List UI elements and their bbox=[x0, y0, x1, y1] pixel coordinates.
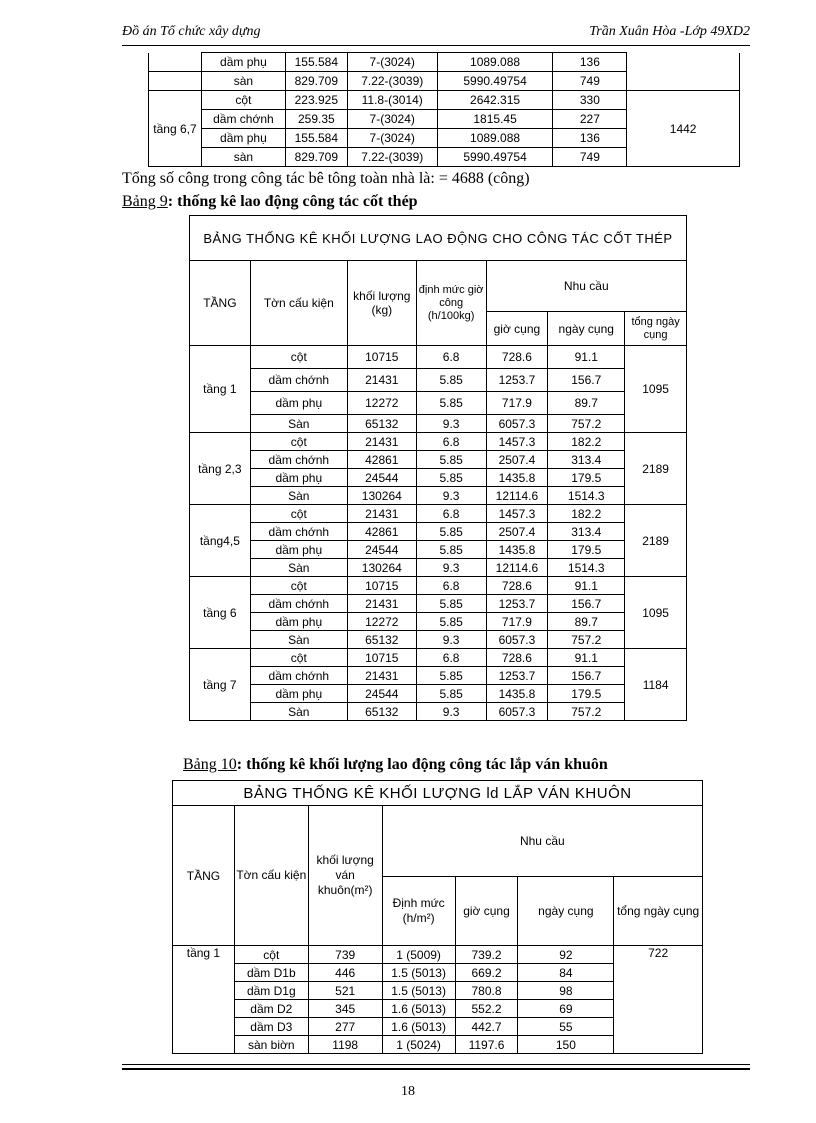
norm-cell: 6.8 bbox=[416, 433, 486, 451]
component-cell: dầm phụ bbox=[250, 613, 347, 631]
col-header-total-days: tổng ngày cụng bbox=[614, 877, 703, 946]
volume-cell: 223.925 bbox=[285, 91, 347, 110]
norm-cell: 5.85 bbox=[416, 541, 486, 559]
norm-cell: 1.5 (5013) bbox=[382, 964, 455, 982]
days-cell: 156.7 bbox=[548, 595, 625, 613]
area-cell: 739 bbox=[308, 946, 382, 964]
days-cell: 1514.3 bbox=[548, 559, 625, 577]
hours-cell: 728.6 bbox=[486, 649, 548, 667]
norm-cell: 6.8 bbox=[416, 577, 486, 595]
hours-cell: 442.7 bbox=[455, 1018, 518, 1036]
days-cell: 91.1 bbox=[548, 649, 625, 667]
component-cell: dầm chớnh bbox=[250, 369, 347, 392]
table9-caption-text: : thống kê lao động công tác cốt thép bbox=[167, 193, 418, 210]
norm-cell: 6.8 bbox=[416, 505, 486, 523]
component-cell: dầm chớnh bbox=[250, 451, 347, 469]
norm-cell: 11.8-(3014) bbox=[347, 91, 437, 110]
component-cell: cột bbox=[250, 505, 347, 523]
days-cell: 84 bbox=[518, 964, 614, 982]
norm-cell: 5.85 bbox=[416, 667, 486, 685]
table-row bbox=[190, 685, 687, 703]
hours-cell: 12114.6 bbox=[486, 487, 548, 505]
weight-cell: 130264 bbox=[347, 487, 416, 505]
total-cell: 1095 bbox=[625, 577, 687, 649]
col-header-days: ngày cụng bbox=[518, 877, 614, 946]
table-title-row bbox=[173, 781, 703, 806]
table-row bbox=[190, 541, 687, 559]
norm-cell: 9.3 bbox=[416, 559, 486, 577]
table10-caption-text: : thống kê khối lượng lao động công tác lắp ván khuôn bbox=[236, 756, 608, 773]
volume-cell: 155.584 bbox=[285, 53, 347, 72]
component-cell: cột bbox=[234, 946, 308, 964]
weight-cell: 10715 bbox=[347, 346, 416, 369]
table-header-row bbox=[173, 806, 703, 877]
floor-cell: tầng 6,7 bbox=[149, 91, 202, 167]
table-row bbox=[190, 433, 687, 451]
component-cell: dầm phụ bbox=[250, 392, 347, 415]
component-cell: dầm phụ bbox=[201, 129, 285, 148]
component-cell: dầm chớnh bbox=[250, 595, 347, 613]
norm-cell: 9.3 bbox=[416, 415, 486, 433]
days-cell: 179.5 bbox=[548, 685, 625, 703]
hours-cell: 1197.6 bbox=[455, 1036, 518, 1054]
total-cell: 722 bbox=[614, 946, 703, 1054]
weight-cell: 65132 bbox=[347, 631, 416, 649]
norm-cell: 7-(3024) bbox=[347, 129, 437, 148]
area-cell: 345 bbox=[308, 1000, 382, 1018]
days-cell: 1514.3 bbox=[548, 487, 625, 505]
table-row bbox=[190, 505, 687, 523]
weight-cell: 10715 bbox=[347, 577, 416, 595]
component-cell: dầm chớnh bbox=[250, 523, 347, 541]
hours-cell: 717.9 bbox=[486, 613, 548, 631]
days-cell: 55 bbox=[518, 1018, 614, 1036]
table-row bbox=[190, 451, 687, 469]
hours-cell: 1089.088 bbox=[437, 53, 553, 72]
table-title: BẢNG THỐNG KÊ KHỐI LƯỢNG ld LẮP VÁN KHUÔN bbox=[173, 781, 703, 806]
hours-cell: 1435.8 bbox=[486, 541, 548, 559]
hours-cell: 552.2 bbox=[455, 1000, 518, 1018]
component-cell: cột bbox=[201, 91, 285, 110]
norm-cell: 5.85 bbox=[416, 613, 486, 631]
norm-cell: 5.85 bbox=[416, 523, 486, 541]
norm-cell: 6.8 bbox=[416, 649, 486, 667]
floor-cell: tầng 2,3 bbox=[190, 433, 251, 505]
formwork-labor-table bbox=[172, 780, 703, 1054]
component-cell: dầm phụ bbox=[250, 685, 347, 703]
days-cell: 91.1 bbox=[548, 577, 625, 595]
days-cell: 313.4 bbox=[548, 451, 625, 469]
total-cell bbox=[627, 53, 740, 91]
col-header-floor: TẦNG bbox=[173, 806, 235, 946]
total-cell: 2189 bbox=[625, 433, 687, 505]
hours-cell: 2507.4 bbox=[486, 451, 548, 469]
hours-cell: 12114.6 bbox=[486, 559, 548, 577]
floor-cell: tầng 6 bbox=[190, 577, 251, 649]
norm-cell: 5.85 bbox=[416, 392, 486, 415]
hours-cell: 1253.7 bbox=[486, 595, 548, 613]
hours-cell: 5990.49754 bbox=[437, 148, 553, 167]
table9-caption bbox=[122, 193, 418, 211]
col-header-component: Tờn cấu kiện bbox=[234, 806, 308, 946]
hours-cell: 1457.3 bbox=[486, 433, 548, 451]
hours-cell: 1815.45 bbox=[437, 110, 553, 129]
component-cell: cột bbox=[250, 433, 347, 451]
days-cell: 92 bbox=[518, 946, 614, 964]
col-header-weight: khối lượng (kg) bbox=[347, 261, 416, 346]
days-cell: 91.1 bbox=[548, 346, 625, 369]
days-cell: 182.2 bbox=[548, 433, 625, 451]
volume-cell: 829.709 bbox=[285, 148, 347, 167]
weight-cell: 21431 bbox=[347, 433, 416, 451]
rebar-labor-table bbox=[189, 215, 687, 721]
hours-cell: 1457.3 bbox=[486, 505, 548, 523]
component-cell: Sàn bbox=[250, 559, 347, 577]
floor-cell: tầng 1 bbox=[190, 346, 251, 433]
norm-cell: 7.22-(3039) bbox=[347, 148, 437, 167]
volume-cell: 829.709 bbox=[285, 72, 347, 91]
hours-cell: 1253.7 bbox=[486, 369, 548, 392]
total-cell: 1184 bbox=[625, 649, 687, 721]
norm-cell: 1 (5009) bbox=[382, 946, 455, 964]
norm-cell: 1.5 (5013) bbox=[382, 982, 455, 1000]
table-row bbox=[173, 946, 703, 964]
weight-cell: 12272 bbox=[347, 392, 416, 415]
days-cell: 156.7 bbox=[548, 369, 625, 392]
norm-cell: 9.3 bbox=[416, 631, 486, 649]
table-title-row bbox=[190, 216, 687, 261]
hours-cell: 1089.088 bbox=[437, 129, 553, 148]
component-cell: sàn bbox=[201, 148, 285, 167]
col-header-hours: giờ cụng bbox=[486, 312, 548, 346]
table-header-row bbox=[190, 261, 687, 312]
days-cell: 136 bbox=[553, 129, 627, 148]
table-row bbox=[190, 667, 687, 685]
norm-cell: 5.85 bbox=[416, 685, 486, 703]
days-cell: 757.2 bbox=[548, 703, 625, 721]
norm-cell: 9.3 bbox=[416, 487, 486, 505]
page-header bbox=[122, 20, 750, 46]
days-cell: 749 bbox=[553, 72, 627, 91]
table10-caption-label: Bảng 10 bbox=[183, 756, 237, 773]
table9-caption-label: Bảng 9 bbox=[122, 193, 168, 210]
total-cell: 1442 bbox=[627, 91, 740, 167]
total-cell: 1095 bbox=[625, 346, 687, 433]
hours-cell: 1253.7 bbox=[486, 667, 548, 685]
header-rule bbox=[122, 45, 750, 46]
floor-cell: tầng4,5 bbox=[190, 505, 251, 577]
weight-cell: 21431 bbox=[347, 595, 416, 613]
norm-cell: 7-(3024) bbox=[347, 53, 437, 72]
days-cell: 150 bbox=[518, 1036, 614, 1054]
component-cell: dầm chớnh bbox=[201, 110, 285, 129]
table-row bbox=[190, 577, 687, 595]
col-header-demand: Nhu cầu bbox=[382, 806, 702, 877]
component-cell: dầm D3 bbox=[234, 1018, 308, 1036]
hours-cell: 1435.8 bbox=[486, 469, 548, 487]
area-cell: 1198 bbox=[308, 1036, 382, 1054]
weight-cell: 65132 bbox=[347, 415, 416, 433]
table10-caption bbox=[183, 756, 608, 774]
hours-cell: 739.2 bbox=[455, 946, 518, 964]
footer-rule-thin bbox=[122, 1064, 750, 1065]
table-row bbox=[190, 523, 687, 541]
floor-cell: tầng 1 bbox=[173, 946, 235, 1054]
hours-cell: 728.6 bbox=[486, 346, 548, 369]
volume-cell: 155.584 bbox=[285, 129, 347, 148]
table-row bbox=[190, 469, 687, 487]
component-cell: Sàn bbox=[250, 703, 347, 721]
col-header-norm: Định mức (h/m²) bbox=[382, 877, 455, 946]
norm-cell: 5.85 bbox=[416, 451, 486, 469]
table-row bbox=[190, 415, 687, 433]
total-cell: 2189 bbox=[625, 505, 687, 577]
floor-cell: tầng 7 bbox=[190, 649, 251, 721]
hours-cell: 6057.3 bbox=[486, 415, 548, 433]
norm-cell: 1.6 (5013) bbox=[382, 1000, 455, 1018]
component-cell: Sàn bbox=[250, 487, 347, 505]
hours-cell: 669.2 bbox=[455, 964, 518, 982]
table-row bbox=[149, 53, 740, 72]
hours-cell: 1435.8 bbox=[486, 685, 548, 703]
table-row bbox=[190, 631, 687, 649]
weight-cell: 10715 bbox=[347, 649, 416, 667]
component-cell: Sàn bbox=[250, 415, 347, 433]
norm-cell: 9.3 bbox=[416, 703, 486, 721]
table-row bbox=[190, 392, 687, 415]
weight-cell: 24544 bbox=[347, 541, 416, 559]
floor-cell bbox=[149, 72, 202, 91]
component-cell: cột bbox=[250, 649, 347, 667]
norm-cell: 7-(3024) bbox=[347, 110, 437, 129]
days-cell: 757.2 bbox=[548, 415, 625, 433]
header-author: Trần Xuân Hòa -Lớp 49XD2 bbox=[589, 24, 750, 39]
hours-cell: 6057.3 bbox=[486, 631, 548, 649]
hours-cell: 2507.4 bbox=[486, 523, 548, 541]
weight-cell: 24544 bbox=[347, 685, 416, 703]
hours-cell: 2642.315 bbox=[437, 91, 553, 110]
table-row bbox=[190, 369, 687, 392]
hours-cell: 5990.49754 bbox=[437, 72, 553, 91]
days-cell: 749 bbox=[553, 148, 627, 167]
weight-cell: 42861 bbox=[347, 523, 416, 541]
days-cell: 89.7 bbox=[548, 392, 625, 415]
col-header-floor: TẦNG bbox=[190, 261, 251, 346]
page-number: 18 bbox=[401, 1084, 415, 1099]
hours-cell: 717.9 bbox=[486, 392, 548, 415]
component-cell: dầm D1g bbox=[234, 982, 308, 1000]
component-cell: dầm phụ bbox=[201, 53, 285, 72]
days-cell: 136 bbox=[553, 53, 627, 72]
days-cell: 227 bbox=[553, 110, 627, 129]
component-cell: cột bbox=[250, 577, 347, 595]
weight-cell: 21431 bbox=[347, 369, 416, 392]
days-cell: 69 bbox=[518, 1000, 614, 1018]
days-cell: 757.2 bbox=[548, 631, 625, 649]
weight-cell: 65132 bbox=[347, 703, 416, 721]
table-row bbox=[149, 91, 740, 110]
concrete-labor-table-continued bbox=[148, 52, 740, 167]
weight-cell: 42861 bbox=[347, 451, 416, 469]
component-cell: cột bbox=[250, 346, 347, 369]
norm-cell: 1 (5024) bbox=[382, 1036, 455, 1054]
days-cell: 89.7 bbox=[548, 613, 625, 631]
component-cell: sàn bbox=[201, 72, 285, 91]
table-row bbox=[190, 613, 687, 631]
col-header-hours: giờ cụng bbox=[455, 877, 518, 946]
area-cell: 277 bbox=[308, 1018, 382, 1036]
weight-cell: 21431 bbox=[347, 505, 416, 523]
col-header-formwork-area: khối lượng ván khuôn(m²) bbox=[308, 806, 382, 946]
norm-cell: 1.6 (5013) bbox=[382, 1018, 455, 1036]
days-cell: 313.4 bbox=[548, 523, 625, 541]
norm-cell: 5.85 bbox=[416, 469, 486, 487]
days-cell: 182.2 bbox=[548, 505, 625, 523]
component-cell: dầm chớnh bbox=[250, 667, 347, 685]
component-cell: dầm D2 bbox=[234, 1000, 308, 1018]
component-cell: Sàn bbox=[250, 631, 347, 649]
col-header-total-days: tổng ngày cụng bbox=[625, 312, 687, 346]
hours-cell: 728.6 bbox=[486, 577, 548, 595]
area-cell: 446 bbox=[308, 964, 382, 982]
days-cell: 98 bbox=[518, 982, 614, 1000]
hours-cell: 780.8 bbox=[455, 982, 518, 1000]
days-cell: 156.7 bbox=[548, 667, 625, 685]
floor-cell bbox=[149, 53, 202, 72]
table-row bbox=[190, 703, 687, 721]
footer-rule-thick bbox=[122, 1068, 750, 1070]
days-cell: 179.5 bbox=[548, 541, 625, 559]
table-row bbox=[190, 487, 687, 505]
weight-cell: 130264 bbox=[347, 559, 416, 577]
col-header-days: ngày cụng bbox=[548, 312, 625, 346]
table-title: BẢNG THỐNG KÊ KHỐI LƯỢNG LAO ĐỘNG CHO CÔNG TÁC CỐT THÉP bbox=[190, 216, 687, 261]
days-cell: 330 bbox=[553, 91, 627, 110]
table-row bbox=[190, 595, 687, 613]
table-row bbox=[190, 559, 687, 577]
total-labor-statement: Tổng số công trong công tác bê tông toàn nhà là: = 4688 (công) bbox=[122, 170, 530, 187]
norm-cell: 5.85 bbox=[416, 369, 486, 392]
weight-cell: 24544 bbox=[347, 469, 416, 487]
col-header-demand: Nhu cầu bbox=[486, 261, 686, 312]
norm-cell: 5.85 bbox=[416, 595, 486, 613]
table-row bbox=[190, 649, 687, 667]
days-cell: 179.5 bbox=[548, 469, 625, 487]
component-cell: dầm D1b bbox=[234, 964, 308, 982]
component-cell: dầm phụ bbox=[250, 541, 347, 559]
col-header-component: Tờn cấu kiện bbox=[250, 261, 347, 346]
volume-cell: 259.35 bbox=[285, 110, 347, 129]
col-header-norm: định mức giờ công (h/100kg) bbox=[416, 261, 486, 346]
area-cell: 521 bbox=[308, 982, 382, 1000]
component-cell: sàn biờn bbox=[234, 1036, 308, 1054]
component-cell: dầm phụ bbox=[250, 469, 347, 487]
header-course: Đồ án Tổ chức xây dựng bbox=[122, 24, 261, 39]
weight-cell: 12272 bbox=[347, 613, 416, 631]
norm-cell: 7.22-(3039) bbox=[347, 72, 437, 91]
norm-cell: 6.8 bbox=[416, 346, 486, 369]
hours-cell: 6057.3 bbox=[486, 703, 548, 721]
table-row bbox=[190, 346, 687, 369]
weight-cell: 21431 bbox=[347, 667, 416, 685]
